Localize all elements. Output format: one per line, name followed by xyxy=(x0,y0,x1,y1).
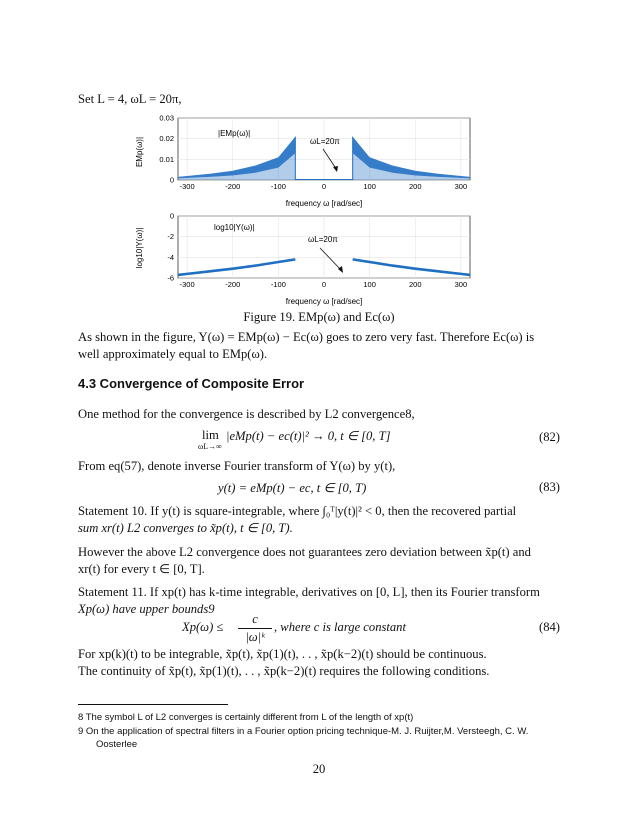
x-tick-label: 0 xyxy=(321,182,327,191)
x-tick-label: -100 xyxy=(270,280,286,289)
para4-line2: xr(t) for every t ∈ [0, T]. xyxy=(78,562,205,576)
para1-line1: As shown in the figure, Y(ω) = EMp(ω) − Ec(ω) goes to zero very fast. Therefore Ec(ω) is xyxy=(78,330,535,344)
page-number: 20 xyxy=(312,762,326,776)
x-tick-label: 300 xyxy=(454,280,468,289)
bottom-ylabel: log10|Y(ω)| xyxy=(135,227,144,269)
x-tick-label: 300 xyxy=(454,182,468,191)
y-tick-label: 0.02 xyxy=(159,134,174,144)
top-plot-yticks xyxy=(159,114,174,185)
eq84-fraction-bar xyxy=(238,628,272,629)
eq83-body: y(t) = eMp(t) − ec, t ∈ [0, T) xyxy=(218,481,367,495)
top-plot-xticks xyxy=(180,182,468,191)
bottom-xlabel: frequency ω [rad/sec] xyxy=(285,297,363,306)
y-tick-label: 0 xyxy=(169,175,174,185)
footnote-rule xyxy=(78,704,228,705)
y-tick-label: 0.01 xyxy=(159,154,174,164)
bottom-curve-label: log10|Y(ω)| xyxy=(214,223,255,232)
x-tick-label: -300 xyxy=(179,280,195,289)
eq82-lim xyxy=(202,428,219,443)
eq82-body: |eMp(t) − ec(t)|² → 0, t ∈ [0, T] xyxy=(226,429,391,443)
eq83-number: (83) xyxy=(539,480,560,494)
top-ylabel: EMp(ω)| xyxy=(135,136,144,168)
x-tick-label: 0 xyxy=(321,280,327,289)
top-curve-label: |EMp(ω)| xyxy=(218,129,251,138)
para5-line1: For xp(k)(t) to be integrable, x̃p(t), x̃p(1)(t), . . , x̃p(k−2)(t) should be continuous. xyxy=(78,647,487,661)
y-tick-label: -2 xyxy=(167,232,174,242)
footnote-8: 8 The symbol L of L2 converges is certainly different from L of the length of xp(t) xyxy=(78,712,414,723)
bottom-plot-yticks xyxy=(167,212,174,283)
para5-line2: The continuity of x̃p(t), x̃p(1)(t), . . , x̃p(k−2)(t) requires the following conditions. xyxy=(78,664,490,678)
x-tick-label: -300 xyxy=(179,182,195,191)
eq84-number: (84) xyxy=(539,620,560,634)
statement11-line1: Statement 11. If xp(t) has k-time integrable, derivatives on [0, L], then its Fourier transform xyxy=(78,585,540,599)
top-xlabel: frequency ω [rad/sec] xyxy=(285,199,363,208)
eq82-lim-word: lim xyxy=(202,428,219,442)
bottom-plot-xticks xyxy=(180,280,468,289)
para2: One method for the convergence is described by L2 convergence8, xyxy=(78,407,415,421)
statement11-line2: Xp(ω) have upper bounds9 xyxy=(78,602,215,616)
eq84-rhs: , where c is large constant xyxy=(274,620,406,634)
footnote-9a: 9 On the application of spectral filters in a Fourier option pricing technique-M. J. Ruijter,M. Versteegh, C. W. xyxy=(78,726,529,737)
statement10-line2: sum xr(t) L2 converges to x̃p(t), t ∈ [0, T). xyxy=(78,521,293,535)
x-tick-label: -100 xyxy=(270,182,286,191)
para4-line1: However the above L2 convergence does not guarantees zero deviation between x̃p(t) and xyxy=(78,545,531,559)
x-tick-label: 200 xyxy=(408,182,422,191)
figure-caption: Figure 19. EMp(ω) and Ec(ω) xyxy=(243,310,395,324)
x-tick-label: 100 xyxy=(363,280,376,289)
eq82-sub: ωL→∞ xyxy=(198,442,222,451)
x-tick-label: 100 xyxy=(363,182,376,191)
statement10-line1: Statement 10. If y(t) is square-integrable, where ∫₀ᵀ|y(t)|² < 0, then the recovered partial xyxy=(78,504,517,518)
y-tick-label: -4 xyxy=(167,252,174,262)
intro-line: Set L = 4, ωL = 20π, xyxy=(78,92,182,106)
eq84-lhs: Xp(ω) ≤ xyxy=(182,620,224,634)
para3: From eq(57), denote inverse Fourier transform of Y(ω) by y(t), xyxy=(78,459,396,473)
top-arrow-label: ωL=20π xyxy=(310,137,340,146)
y-tick-label: 0.03 xyxy=(159,113,174,123)
y-tick-label: 0 xyxy=(169,211,174,221)
y-tick-label: -6 xyxy=(167,273,174,283)
x-tick-label: -200 xyxy=(225,182,241,191)
eq84-denominator: |ω|ᵏ xyxy=(245,630,265,644)
x-tick-label: -200 xyxy=(225,280,241,289)
figure-19 xyxy=(130,108,490,310)
section-title: 4.3 Convergence of Composite Error xyxy=(78,376,305,391)
para1-line2: well approximately equal to EMp(ω). xyxy=(78,347,268,361)
x-tick-label: 200 xyxy=(408,280,422,289)
eq82-number: (82) xyxy=(539,430,560,444)
eq84-numerator: c xyxy=(252,612,258,626)
bottom-arrow-label: ωL=20π xyxy=(308,235,338,244)
footnote-9b: Oosterlee xyxy=(96,739,138,750)
